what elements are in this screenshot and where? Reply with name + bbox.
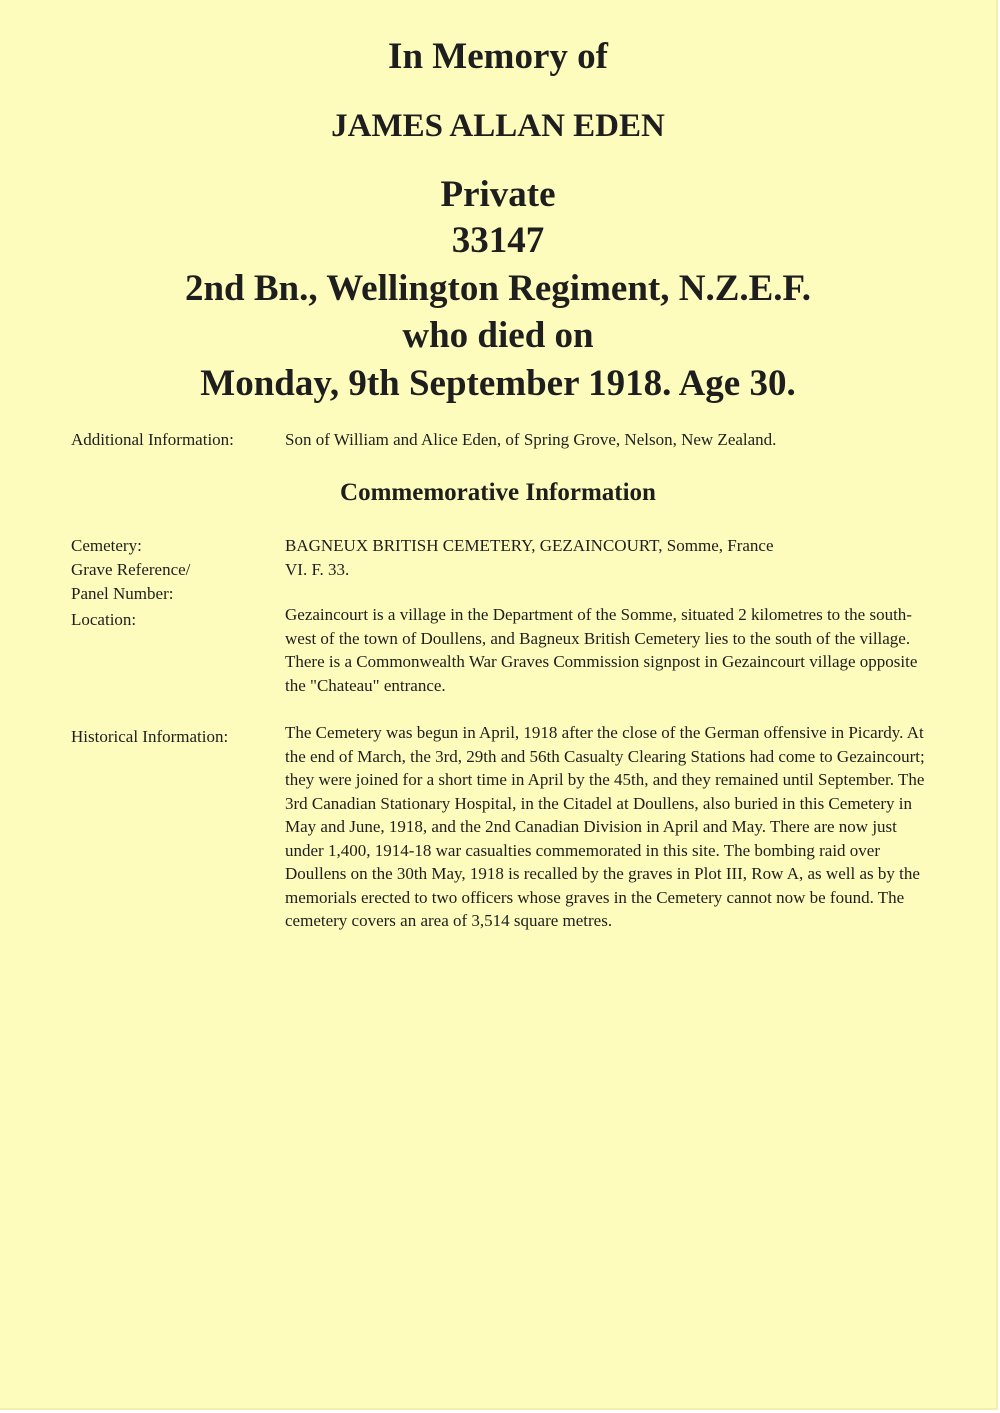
historical-description: The Cemetery was begun in April, 1918 after the close of the German offensive in Picardy. At the end of March, the 3rd, 29th and 56th Casualty Clearing Stations had come to Gezaincourt; they were joined for a short time in April by the 45th, and they remained until September. The 3rd Canadian Stationary Hospital, in the Citadel at Doullens, also buried in this Cemetery in May and June, 1918, and the 2nd Canadian Division in April and May. There are now just under 1,400, 1914-18 war casualties commemorated in this site. The bombing raid over Doullens on the 30th May, 1918 is recalled by the graves in Plot III, Row A, as well as by the memorials erected to two officers whose graves in the Cemetery cannot now be found. The cemetery covers an area of 3,514 square metres. — [285, 723, 925, 930]
service-number: 33147 — [451, 220, 545, 261]
soldier-name: JAMES ALLAN EDEN — [331, 108, 665, 144]
soldier-rank: Private — [440, 174, 556, 215]
cemetery-label: Cemetery: — [71, 536, 142, 555]
military-unit: 2nd Bn., Wellington Regiment, N.Z.E.F. — [184, 268, 812, 309]
cemetery-value: BAGNEUX BRITISH CEMETERY, GEZAINCOURT, Somme, France — [285, 536, 774, 555]
additional-info-label: Additional Information: — [71, 430, 234, 449]
commemorative-heading: Commemorative Information — [340, 479, 656, 506]
location-label: Location: — [71, 610, 137, 629]
in-memory-heading: In Memory of — [388, 36, 608, 77]
grave-reference-value: VI. F. 33. — [285, 560, 350, 579]
location-description: Gezaincourt is a village in the Department of the Somme, situated 2 kilometres to the south-west of the town of Doullens, and Bagneux British Cemetery lies to the south of the village. There is a Commonwealth War Graves Commission signpost in Gezaincourt village opposite the "Chateau" entrance. — [285, 605, 918, 695]
who-died-text: who died on — [402, 315, 594, 356]
additional-info-value: Son of William and Alice Eden, of Spring Grove, Nelson, New Zealand. — [285, 430, 777, 449]
grave-reference-label: Grave Reference/ Panel Number: — [71, 560, 191, 603]
death-date-age: Monday, 9th September 1918. Age 30. — [200, 363, 796, 404]
historical-info-label: Historical Information: — [71, 727, 229, 746]
